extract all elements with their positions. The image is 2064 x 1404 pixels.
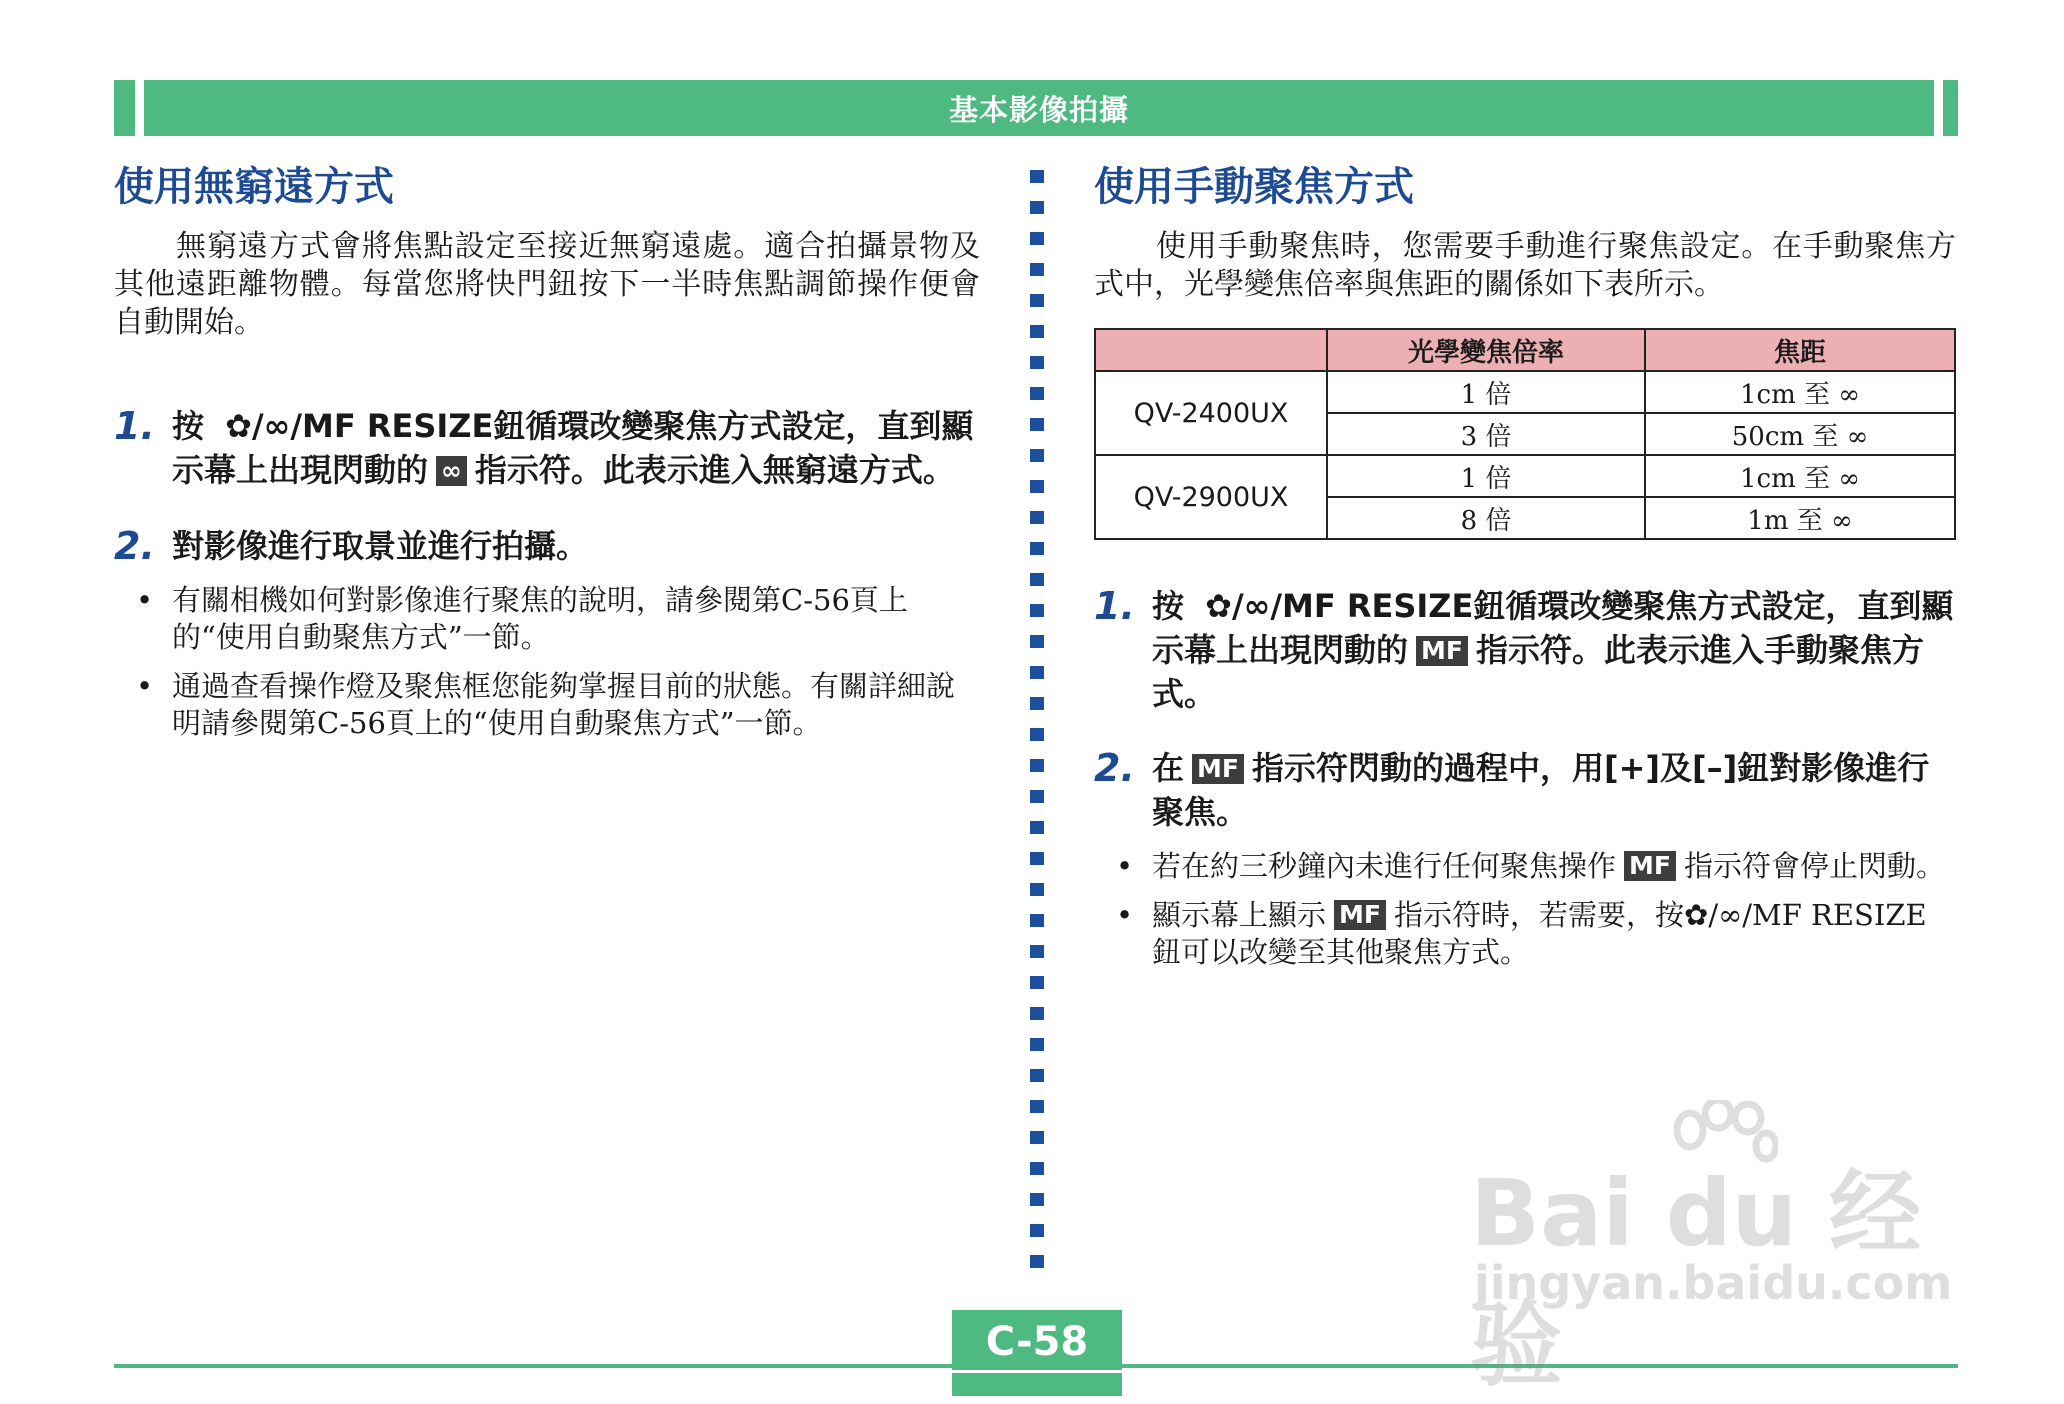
step-number: 2. [1094, 746, 1135, 790]
infinity-mode-intro: 無窮遠方式會將焦點設定至接近無窮遠處。適合拍攝景物及其他遠距離物體。每當您將快門鈕按下一半時焦點調節操作便會自動開始。 [114, 229, 980, 340]
step-text-pre: 按 [1152, 587, 1185, 625]
header-banner [114, 80, 1958, 136]
bullet-text-post: /∞/MF RESIZE 鈕可以改變至其他聚焦方式。 [1152, 898, 1927, 969]
macro-icon: ✿ [225, 407, 252, 445]
bullet-mark: • [136, 669, 154, 703]
table-header-row [1095, 329, 1955, 371]
focus-range-cell: 50cm 至 ∞ [1645, 413, 1955, 455]
mf-icon: MF [1416, 636, 1468, 666]
infinity-mode-heading: 使用無窮遠方式 [114, 164, 394, 210]
step-text-post: 指示符。此表示進入手動聚焦方式。 [1152, 631, 1924, 713]
bullet-mark: • [1116, 849, 1134, 883]
step-text [1152, 584, 1956, 716]
table-header-cell: 光學變焦倍率 [1327, 329, 1645, 371]
manual-focus-intro: 使用手動聚焦時，您需要手動進行聚焦設定。在手動聚焦方式中，光學變焦倍率與焦距的關係如下表所示。 [1094, 229, 1956, 302]
step-text: 對影像進行取景並進行拍攝。 [172, 527, 589, 565]
baidu-watermark [1470, 1100, 1953, 1399]
watermark-url: jingyan.baidu.com [1474, 1256, 1953, 1310]
mf-icon: MF [1624, 851, 1676, 881]
macro-icon: ✿ [1684, 898, 1709, 932]
step-number: 1. [114, 404, 155, 448]
bullet-text: 有關相機如何對影像進行聚焦的說明，請參閱第C-56頁上的“使用自動聚焦方式”一節。 [172, 583, 908, 654]
step-text-post: 指示符閃動的過程中，用[+]及[–]鈕對影像進行聚焦。 [1152, 749, 1930, 831]
table-header-cell [1095, 329, 1327, 371]
step-number: 2. [114, 524, 155, 568]
mf-icon: MF [1192, 754, 1244, 784]
manual-focus-heading: 使用手動聚焦方式 [1094, 164, 1414, 210]
column-divider [1030, 170, 1044, 1286]
bullet-item [114, 582, 980, 656]
page-number-tab [952, 1310, 1122, 1396]
step-number: 1. [1094, 584, 1135, 628]
banner-cap-right [1943, 80, 1958, 136]
step-2 [1094, 746, 1956, 834]
watermark-brand: Bai du 经验 [1470, 1160, 1922, 1399]
model-cell: QV-2400UX [1095, 371, 1327, 455]
model-cell: QV-2900UX [1095, 455, 1327, 539]
step-text-pre: 按 [172, 407, 205, 445]
bullet-text-pre: 顯示幕上顯示 [1152, 898, 1327, 932]
mf-icon: MF [1334, 900, 1386, 930]
banner-bar [144, 80, 1934, 136]
step-text-post: 指示符。此表示進入無窮遠方式。 [474, 451, 955, 489]
bullet-item [1094, 897, 1956, 971]
left-column [114, 160, 980, 742]
step-text [172, 404, 980, 492]
bullet-mark: • [136, 583, 154, 617]
bullet-mark: • [1116, 898, 1134, 932]
table-row [1095, 371, 1955, 413]
bullet-item [1094, 848, 1956, 885]
bullet-text-post: 指示符會停止閃動。 [1683, 849, 1945, 883]
zoom-cell: 1 倍 [1327, 371, 1645, 413]
page-number: C-58 [985, 1319, 1089, 1365]
step-text-mid: /∞/MF RESIZE鈕循環改變聚焦方式設定，直到顯示幕上出現閃動的 [172, 407, 974, 489]
bullet-text-pre: 若在約三秒鐘內未進行任何聚焦操作 [1152, 849, 1617, 883]
right-column [1094, 160, 1956, 971]
zoom-cell: 8 倍 [1327, 497, 1645, 539]
bullet-text: 通過查看操作燈及聚焦框您能夠掌握目前的狀態。有關詳細說明請參閱第C-56頁上的“使用自動聚焦方式”一節。 [172, 669, 956, 740]
focus-range-cell: 1cm 至 ∞ [1645, 455, 1955, 497]
step-2 [114, 524, 980, 568]
table-header-cell: 焦距 [1645, 329, 1955, 371]
zoom-cell: 3 倍 [1327, 413, 1645, 455]
step-1 [1094, 584, 1956, 716]
table-row [1095, 455, 1955, 497]
focus-range-cell: 1cm 至 ∞ [1645, 371, 1955, 413]
section-title: 基本影像拍攝 [948, 92, 1129, 127]
step-1 [114, 404, 980, 492]
step-text-pre: 在 [1152, 749, 1185, 787]
step-text-mid: /∞/MF RESIZE鈕循環改變聚焦方式設定，直到顯示幕上出現閃動的 [1152, 587, 1954, 669]
focus-range-table [1094, 328, 1956, 540]
step-text [1152, 746, 1956, 834]
focus-range-cell: 1m 至 ∞ [1645, 497, 1955, 539]
banner-cap-left [114, 80, 135, 136]
page-number-separator [952, 1370, 1122, 1373]
bullet-text-mid: 指示符時，若需要，按 [1393, 898, 1684, 932]
bullet-item [114, 668, 980, 742]
zoom-cell: 1 倍 [1327, 455, 1645, 497]
infinity-icon: ∞ [436, 456, 467, 486]
macro-icon: ✿ [1205, 587, 1232, 625]
